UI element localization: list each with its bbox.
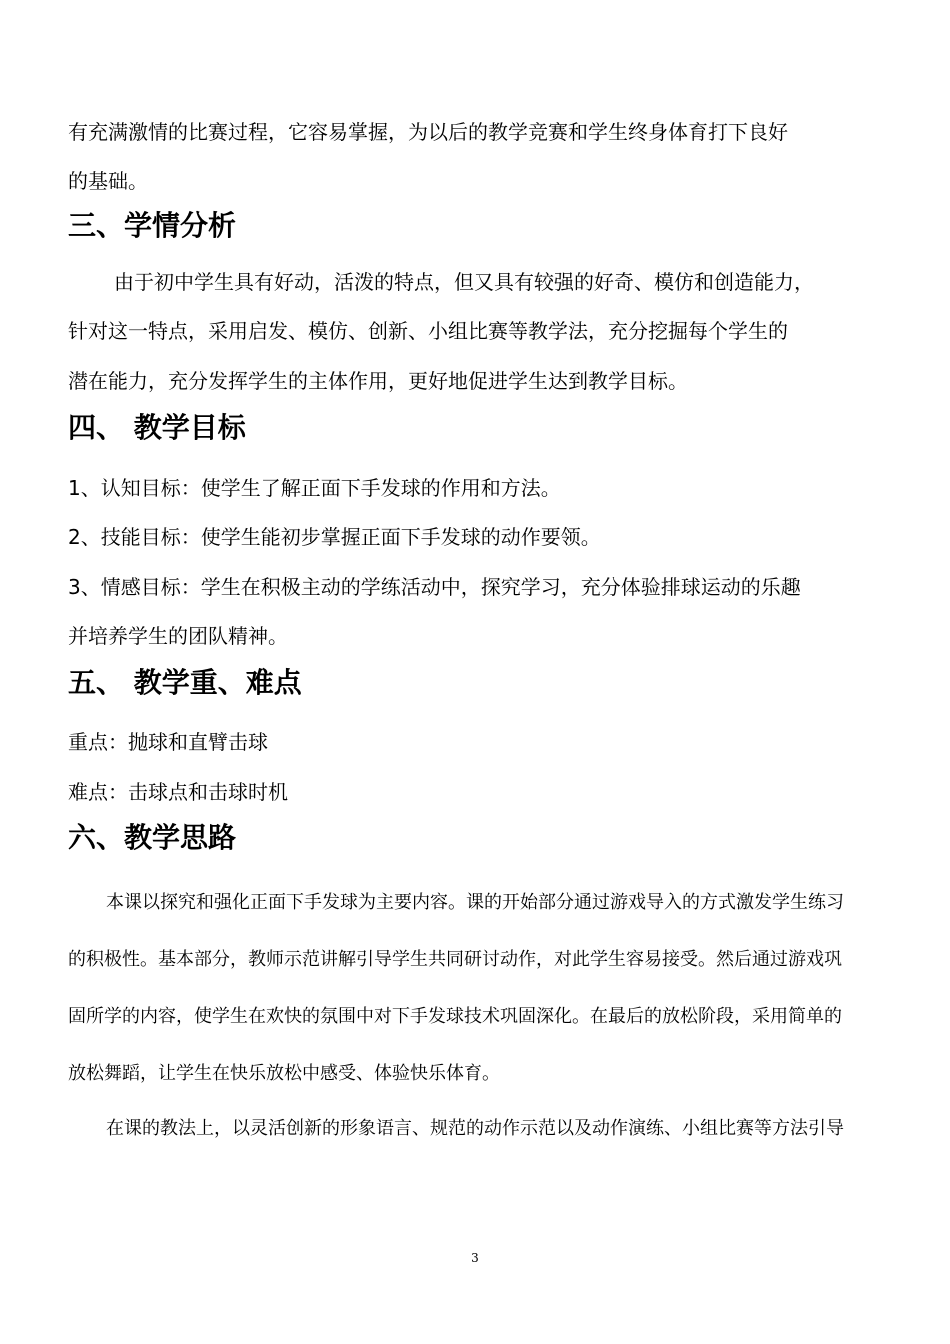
difficult-point-line: 难点：击球点和击球时机 — [68, 780, 288, 804]
section-heading-4: 四、 教学目标 — [68, 411, 246, 444]
approach-para1-line-3: 固所学的内容，使学生在欢快的氛围中对下手发球技术巩固深化。在最后的放松阶段，采用简单的 — [68, 1006, 842, 1027]
objective-line-3: 3、情感目标：学生在积极主动的学练活动中，探究学习，充分体验排球运动的乐趣 — [68, 575, 801, 599]
key-point-line: 重点：抛球和直臂击球 — [68, 730, 268, 754]
approach-para2-line-1: 在课的教法上，以灵活创新的形象语言、规范的动作示范以及动作演练、小组比赛等方法引导 — [106, 1118, 844, 1139]
objective-line-1: 1、认知目标：使学生了解正面下手发球的作用和方法。 — [68, 476, 561, 500]
section-heading-5: 五、 教学重、难点 — [68, 666, 302, 699]
section-heading-3: 三、学情分析 — [68, 209, 237, 242]
approach-para1-line-2: 的积极性。基本部分，教师示范讲解引导学生共同研讨动作，对此学生容易接受。然后通过游戏巩 — [68, 949, 842, 970]
intro-line-1: 有充满激情的比赛过程，它容易掌握，为以后的教学竞赛和学生终身体育打下良好 — [68, 120, 788, 144]
section3-line-2: 针对这一特点，采用启发、模仿、创新、小组比赛等教学法，充分挖掘每个学生的 — [68, 319, 788, 343]
approach-para1-line-4: 放松舞蹈，让学生在快乐放松中感受、体验快乐体育。 — [68, 1063, 500, 1084]
section-heading-6: 六、教学思路 — [68, 821, 237, 854]
intro-line-2: 的基础。 — [68, 169, 148, 193]
section3-line-3: 潜在能力，充分发挥学生的主体作用，更好地促进学生达到教学目标。 — [68, 369, 688, 393]
objective-line-2: 2、技能目标：使学生能初步掌握正面下手发球的动作要领。 — [68, 525, 601, 549]
page-number: 3 — [471, 1251, 479, 1265]
section3-line-1: 由于初中学生具有好动，活泼的特点，但又具有较强的好奇、模仿和创造能力， — [114, 270, 814, 294]
approach-para1-line-1: 本课以探究和强化正面下手发球为主要内容。课的开始部分通过游戏导入的方式激发学生练习 — [106, 892, 844, 913]
objective-line-4: 并培养学生的团队精神。 — [68, 624, 288, 648]
